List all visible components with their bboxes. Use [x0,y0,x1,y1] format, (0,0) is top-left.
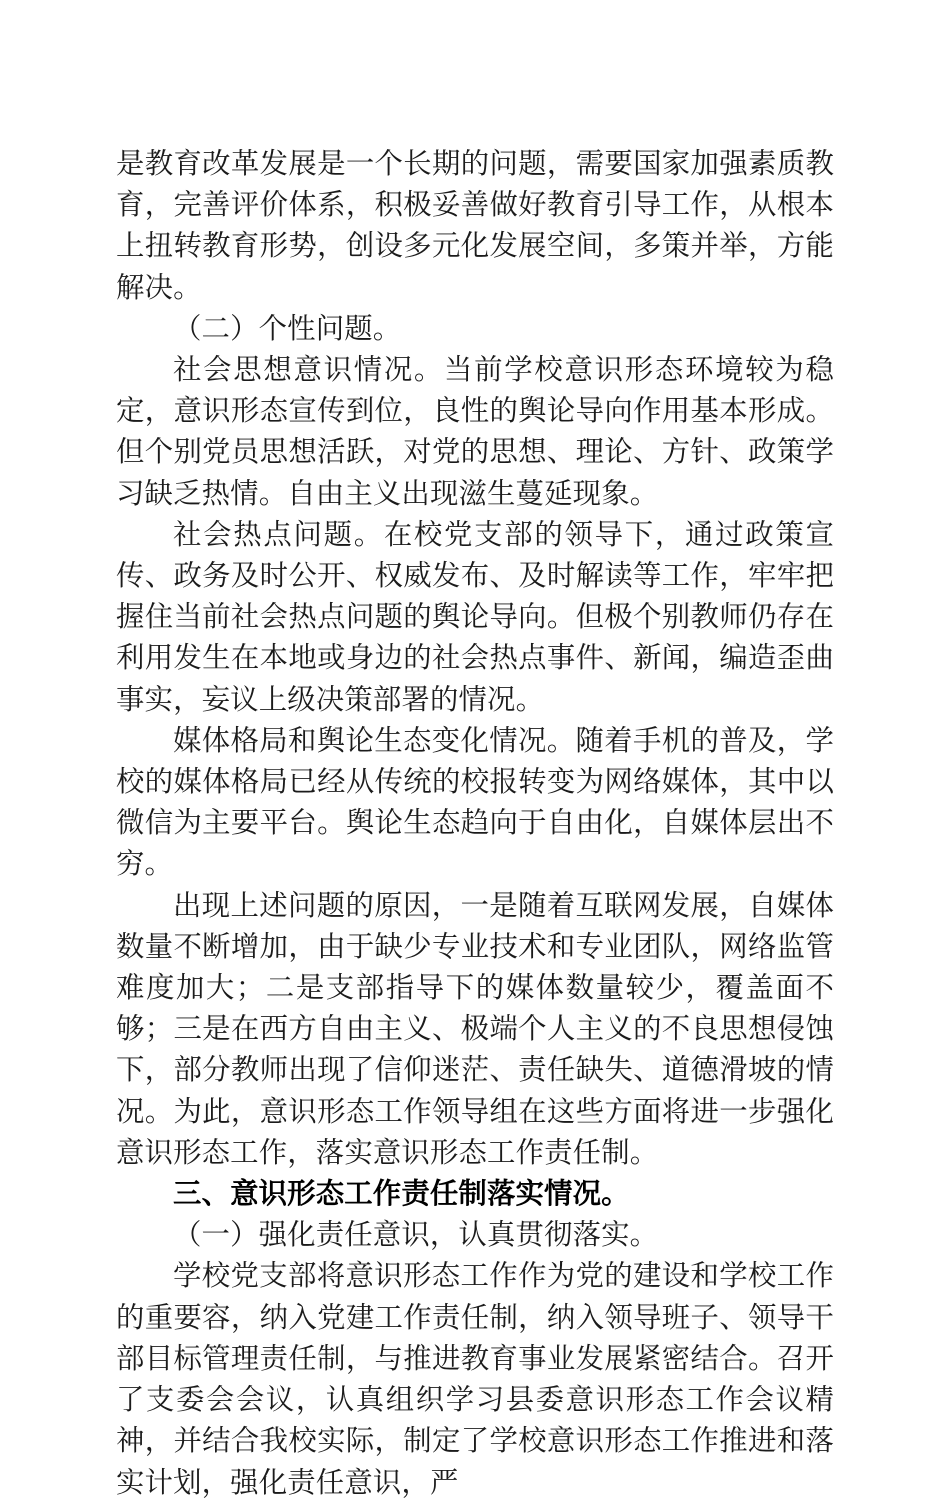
subheading-strengthen-responsibility-awareness: （一）强化责任意识，认真贯彻落实。 [173,1218,659,1252]
heading-section-three-responsibility-system: 三、意识形态工作责任制落实情况。 [173,1177,630,1211]
paragraph-continued-from-previous-page: 是教育改革发展是一个长期的问题，需要国家加强素质教育，完善评价体系，积极妥善做好教育引导工作，从根本上扭转教育形势，创设多元化发展空间，多策并举，方能解决。 [116,147,834,304]
document-text-column [116,143,834,1503]
paragraph-party-branch-implementation: 学校党支部将意识形态工作作为党的建设和学校工作的重要容，纳入党建工作责任制，纳入领导班子、领导干部目标管理责任制，与推进教育事业发展紧密结合。召开了支委会会议，认真组织学习县委意识形态工作会议精神，并结合我校实际，制定了学校意识形态工作推进和落实计划，强化责任意识，严 [116,1259,834,1499]
paragraph-social-hot-topics: 社会热点问题。在校党支部的领导下，通过政策宣传、政务及时公开、权威发布、及时解读等工作，牢牢把握住当前社会热点问题的舆论导向。但极个别教师仍存在利用发生在本地或身边的社会热点事件、新闻，编造歪曲事实，妄议上级决策部署的情况。 [116,517,834,716]
paragraph-media-landscape-and-public-opinion: 媒体格局和舆论生态变化情况。随着手机的普及，学校的媒体格局已经从传统的校报转变为网络媒体，其中以微信为主要平台。舆论生态趋向于自由化，自媒体层出不穷。 [116,723,834,881]
paragraph-causes-of-problems: 出现上述问题的原因，一是随着互联网发展，自媒体数量不断增加，由于缺少专业技术和专业团队，网络监管难度加大；二是支部指导下的媒体数量较少，覆盖面不够；三是在西方自由主义、极端个人主义的不良思想侵蚀下，部分教师出现了信仰迷茫、责任缺失、道德滑坡的情况。为此，意识形态工作领导组在这些方面将进一步强化意识形态工作，落实意识形态工作责任制。 [116,888,834,1169]
subheading-section-two-individual-problems: （二）个性问题。 [173,311,402,345]
paragraph-social-ideology-situation: 社会思想意识情况。当前学校意识形态环境较为稳定，意识形态宣传到位，良性的舆论导向作用基本形成。但个别党员思想活跃，对党的思想、理论、方针、政策学习缺乏热情。自由主义出现滋生蔓延现象。 [116,353,834,510]
